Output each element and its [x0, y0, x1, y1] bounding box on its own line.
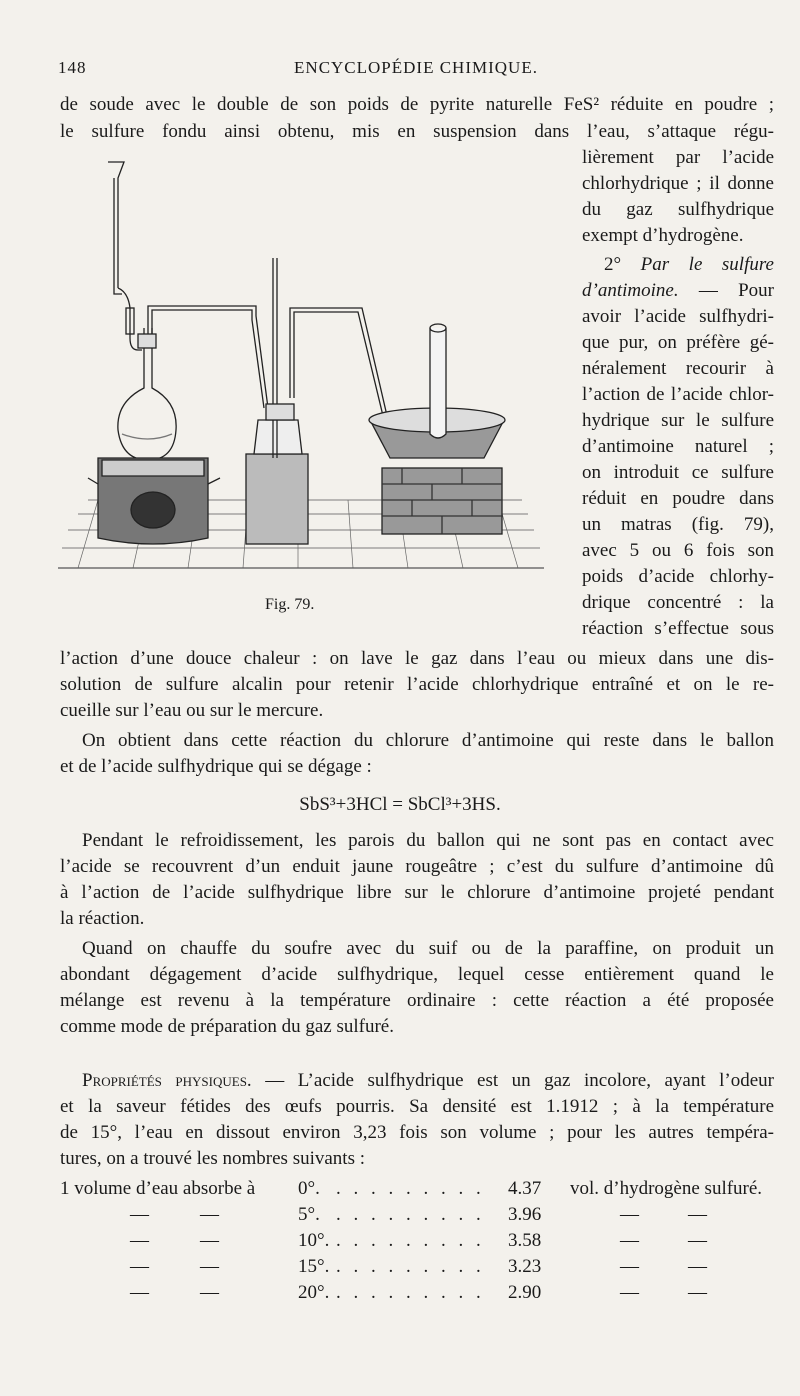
ditto-mark: —	[200, 1230, 219, 1251]
text-line: réaction s’effectue sous	[582, 618, 774, 639]
text-line: solution de sulfure alcalin pour retenir l’acide chlorhydrique entraîné et on le re-	[60, 674, 774, 695]
row-temperature: 20°.	[298, 1282, 330, 1303]
text-line: d’antimoine naturel ;	[582, 436, 774, 457]
section-heading-line	[60, 1068, 774, 1094]
ditto-mark: —	[620, 1204, 639, 1225]
text-line: l’action d’une douce chaleur : on lave le gaz dans l’eau ou mieux dans une dis-	[60, 648, 774, 669]
ditto-mark: —	[688, 1204, 707, 1225]
ditto-mark: —	[688, 1256, 707, 1277]
subhead-rest: — Pour	[678, 280, 774, 301]
text-line: néralement recourir à	[582, 358, 774, 379]
table-row	[60, 1176, 774, 1202]
text-line: on introduit ce sulfure	[582, 462, 774, 483]
text-line: avoir l’acide sulfhydri-	[582, 306, 774, 327]
subhead-prefix: 2°	[604, 254, 641, 275]
ditto-mark: —	[200, 1282, 219, 1303]
row-value: 3.96	[508, 1204, 542, 1225]
text-line: et la saveur fétides des œufs pourris. Sa densité est 1.1912 ; à la température	[60, 1096, 774, 1117]
subhead-italic-2: d’antimoine.	[582, 280, 679, 301]
text-line: avec 5 ou 6 fois son	[582, 540, 774, 561]
text-line: exempt d’hydrogène.	[582, 225, 744, 246]
chemical-equation: SbS³+3HCl = SbCl³+3HS.	[299, 794, 501, 815]
ditto-mark: —	[130, 1230, 149, 1251]
row-temperature: 10°.	[298, 1230, 330, 1251]
ditto-mark: —	[130, 1256, 149, 1277]
row-leader-dots: . . . . . . . . .	[336, 1178, 485, 1199]
row-leader-dots: . . . . . . . . .	[336, 1204, 485, 1225]
row-value: 4.37	[508, 1178, 542, 1199]
subhead-italic: Par le sulfure	[640, 254, 774, 275]
table-row	[60, 1280, 774, 1306]
row-value: 2.90	[508, 1282, 542, 1303]
text-line: l’action de l’acide chlor-	[582, 384, 774, 405]
text-line: à l’action de l’acide sulfhydrique libre sur le chlorure d’antimoine projeté pendant	[60, 882, 774, 903]
ditto-mark: —	[130, 1282, 149, 1303]
text-line: On obtient dans cette réaction du chlorure d’antimoine qui reste dans le ballon	[82, 730, 774, 751]
text-line: le sulfure fondu ainsi obtenu, mis en suspension dans l’eau, s’attaque régu-	[60, 121, 774, 142]
text-line: cueille sur l’eau ou sur le mercure.	[60, 700, 324, 721]
ditto-mark: —	[620, 1256, 639, 1277]
text-line: mélange est revenu à la température ordinaire : cette réaction a été proposée	[60, 990, 774, 1011]
text-line: du gaz sulfhydrique	[582, 199, 774, 220]
text-line: la réaction.	[60, 908, 145, 929]
row-temperature: 15°.	[298, 1256, 330, 1277]
ditto-mark: —	[130, 1204, 149, 1225]
ditto-mark: —	[688, 1282, 707, 1303]
running-title: ENCYCLOPÉDIE CHIMIQUE.	[294, 58, 538, 77]
ditto-mark: —	[620, 1230, 639, 1251]
text-line: l’acide se recouvrent d’un enduit jaune rougeâtre ; c’est du sulfure d’antimoine dû	[60, 856, 774, 877]
text-line: chlorhydrique ; il donne	[582, 173, 774, 194]
text-line: de 15°, l’eau en dissout environ 3,23 fois son volume ; pour les autres tempéra-	[60, 1122, 774, 1143]
section-heading-rest: — L’acide sulfhydrique est un gaz incolore, ayant l’odeur	[251, 1070, 775, 1091]
text-line: Quand on chauffe du soufre avec du suif ou de la paraffine, on produit un	[82, 938, 774, 959]
ditto-mark: —	[200, 1204, 219, 1225]
row-unit: vol. d’hydrogène sulfuré.	[570, 1178, 763, 1199]
figure-caption: Fig. 79.	[265, 596, 315, 613]
row-temperature: 5°.	[298, 1204, 320, 1225]
text-line: poids d’acide chlorhy-	[582, 566, 774, 587]
page-number: 148	[58, 58, 87, 77]
subheading-line-2	[582, 278, 774, 304]
page-header	[58, 58, 774, 84]
row-label: 1 volume d’eau absorbe à	[60, 1178, 256, 1199]
table-row	[60, 1228, 774, 1254]
text-line: Pendant le refroidissement, les parois du ballon qui ne sont pas en contact avec	[82, 830, 774, 851]
subheading-line	[582, 252, 774, 278]
text-line: que pur, on préfère gé-	[582, 332, 774, 353]
text-line: réduit en poudre dans	[582, 488, 774, 509]
ditto-mark: —	[200, 1256, 219, 1277]
text-line: abondant dégagement d’acide sulfhydrique, lequel cesse entièrement quand le	[60, 964, 774, 985]
section-heading: Propriétés physiques.	[82, 1070, 252, 1091]
text-line: de soude avec le double de son poids de pyrite naturelle FeS² réduite en poudre ;	[60, 94, 774, 115]
row-leader-dots: . . . . . . . . .	[336, 1282, 485, 1303]
text-line: hydrique sur le sulfure	[582, 410, 774, 431]
text-line: tures, on a trouvé les nombres suivants :	[60, 1148, 366, 1169]
row-leader-dots: . . . . . . . . .	[336, 1256, 485, 1277]
row-value: 3.23	[508, 1256, 542, 1277]
row-temperature: 0°.	[298, 1178, 320, 1199]
table-row	[60, 1202, 774, 1228]
table-row	[60, 1254, 774, 1280]
text-line: comme mode de préparation du gaz sulfuré.	[60, 1016, 394, 1037]
apparatus-figure	[58, 158, 544, 588]
ditto-mark: —	[620, 1282, 639, 1303]
text-line: et de l’acide sulfhydrique qui se dégage :	[60, 756, 372, 777]
row-leader-dots: . . . . . . . . .	[336, 1230, 485, 1251]
text-line: lièrement par l’acide	[582, 147, 774, 168]
text-line: un matras (fig. 79),	[582, 514, 774, 535]
ditto-mark: —	[688, 1230, 707, 1251]
row-value: 3.58	[508, 1230, 542, 1251]
text-line: drique concentré : la	[582, 592, 774, 613]
